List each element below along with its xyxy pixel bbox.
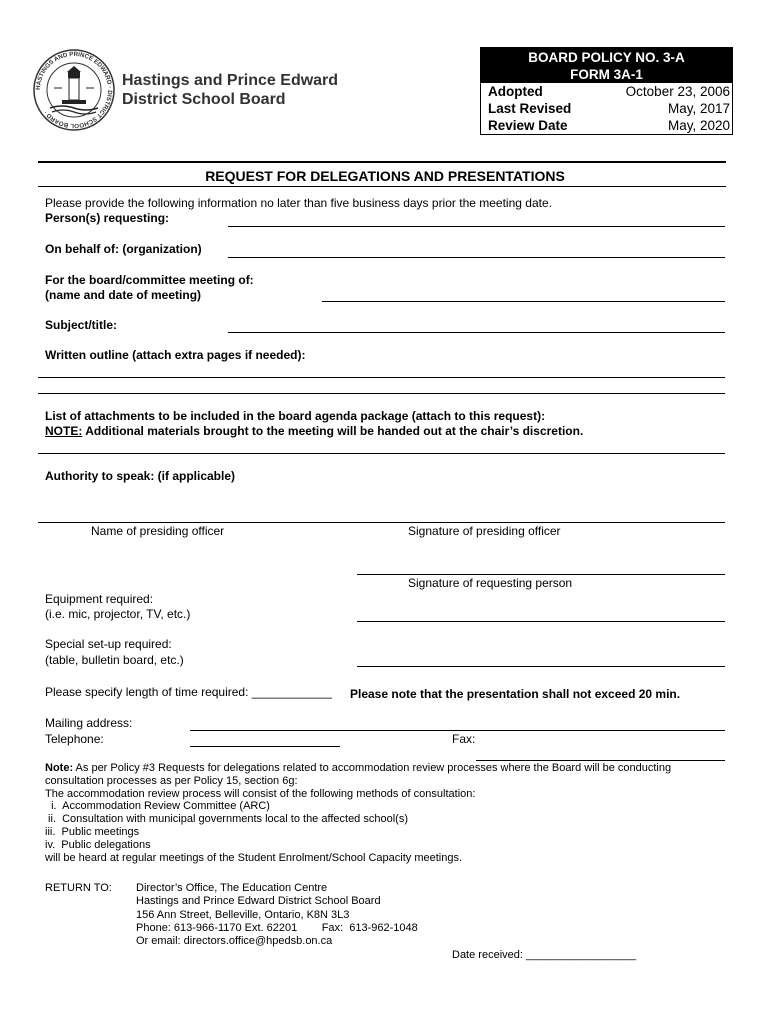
policy-note-line-2: consultation processes as per Policy 15, section 6g: (45, 774, 298, 787)
policy-note-line-3: The accommodation review process will consist of the following methods of consultation: (45, 787, 476, 800)
return-to-label: RETURN TO: (45, 882, 112, 894)
time-limit-note: Please note that the presentation shall not exceed 20 min. (350, 687, 681, 701)
requesting-signature-field[interactable] (357, 574, 725, 575)
policy-box (480, 47, 733, 135)
policy-row-value: May, 2017 (667, 101, 730, 116)
on-behalf-label: On behalf of: (organization) (45, 242, 202, 256)
organization-name (122, 71, 338, 109)
svg-text:HASTINGS AND PRINCE EDWARD · D: HASTINGS AND PRINCE EDWARD · DISTRICT SCHOOL BOARD · (34, 50, 114, 130)
address-line: Phone: 613-966-1170 Ext. 62201 Fax: 613-962-1048 (136, 921, 418, 934)
presiding-name-label: Name of presiding officer (91, 524, 225, 538)
equipment-label-2: (i.e. mic, projector, TV, etc.) (45, 607, 191, 621)
fax-label: Fax: (452, 732, 476, 746)
mailing-field[interactable] (190, 730, 725, 731)
policy-note-line-1 (45, 762, 671, 775)
requesting-signature-label: Signature of requesting person (408, 576, 573, 590)
policy-row-last-revised (481, 100, 732, 117)
org-line-1: Hastings and Prince Edward (122, 72, 339, 89)
outline-field-2[interactable] (38, 393, 725, 394)
attachments-field[interactable] (38, 453, 725, 454)
policy-note-block (45, 762, 671, 864)
policy-header (481, 48, 732, 83)
policy-row-adopted (481, 83, 732, 100)
time-required-label: Please specify length of time required: ____________ (45, 685, 332, 699)
address-line: Hastings and Prince Edward District School Board (136, 895, 381, 908)
policy-row-value: May, 2020 (667, 118, 730, 133)
return-address (136, 882, 418, 948)
policy-number: BOARD POLICY NO. 3-A (528, 50, 685, 65)
setup-label-1: Special set-up required: (45, 637, 172, 651)
outline-label: Written outline (attach extra pages if needed): (45, 348, 306, 362)
persons-requesting-label: Person(s) requesting: (45, 211, 170, 225)
telephone-field[interactable] (190, 746, 340, 747)
telephone-label: Telephone: (45, 732, 104, 746)
form-title: REQUEST FOR DELEGATIONS AND PRESENTATIONS (205, 168, 565, 184)
header-rule (38, 161, 726, 163)
policy-row-review-date (481, 117, 732, 134)
policy-row-label: Adopted (488, 84, 543, 99)
org-line-2: District School Board (122, 91, 286, 108)
fax-field[interactable] (476, 760, 725, 761)
policy-row-label: Review Date (488, 118, 568, 133)
list-item: ii. Consultation with municipal governments local to the affected school(s) (45, 813, 408, 826)
policy-note-label: Note: (45, 762, 74, 774)
address-line: 156 Ann Street, Belleville, Ontario, K8N 3L3 (136, 908, 350, 921)
meeting-field[interactable] (322, 301, 725, 302)
on-behalf-field[interactable] (228, 257, 725, 258)
title-rule (38, 186, 726, 187)
meeting-label-1: For the board/committee meeting of: (45, 273, 254, 287)
policy-row-value: October 23, 2006 (625, 84, 730, 99)
equipment-label-1: Equipment required: (45, 592, 154, 606)
equipment-field[interactable] (357, 621, 725, 622)
policy-note-line-4: will be heard at regular meetings of the Student Enrolment/School Capacity meetings. (45, 851, 463, 864)
list-item: i. Accommodation Review Committee (ARC) (45, 800, 270, 813)
attachments-label: List of attachments to be included in the board agenda package (attach to this request): (45, 409, 546, 423)
form-number: FORM 3A-1 (570, 67, 643, 82)
note-label: NOTE: (45, 424, 83, 438)
authority-label: Authority to speak: (if applicable) (45, 469, 236, 483)
policy-note-text: As per Policy #3 Requests for delegations related to accommodation review processes where the Board will be conducting (73, 762, 672, 774)
intro-text: Please provide the following information no later than five business days prior the meeting date. (45, 196, 552, 210)
note-text: Additional materials brought to the meeting will be handed out at the chair’s discretion. (82, 424, 584, 438)
attachments-note (45, 424, 583, 438)
address-line: Director’s Office, The Education Centre (136, 882, 328, 894)
date-received: Date received: __________________ (452, 949, 637, 961)
list-item: iv. Public delegations (45, 838, 151, 851)
policy-row-label: Last Revised (488, 101, 572, 116)
address-line: Or email: directors.office@hpedsb.on.ca (136, 935, 333, 948)
persons-requesting-field[interactable] (228, 226, 725, 227)
mailing-label: Mailing address: (45, 716, 133, 730)
board-seal-logo (32, 48, 116, 132)
authority-field[interactable] (38, 522, 725, 523)
setup-field[interactable] (357, 666, 725, 667)
list-item: iii. Public meetings (45, 825, 140, 838)
outline-field-1[interactable] (38, 377, 725, 378)
setup-label-2: (table, bulletin board, etc.) (45, 653, 184, 667)
subject-label: Subject/title: (45, 318, 118, 332)
presiding-signature-label: Signature of presiding officer (408, 524, 561, 538)
subject-field[interactable] (228, 332, 725, 333)
meeting-label-2: (name and date of meeting) (45, 288, 202, 302)
